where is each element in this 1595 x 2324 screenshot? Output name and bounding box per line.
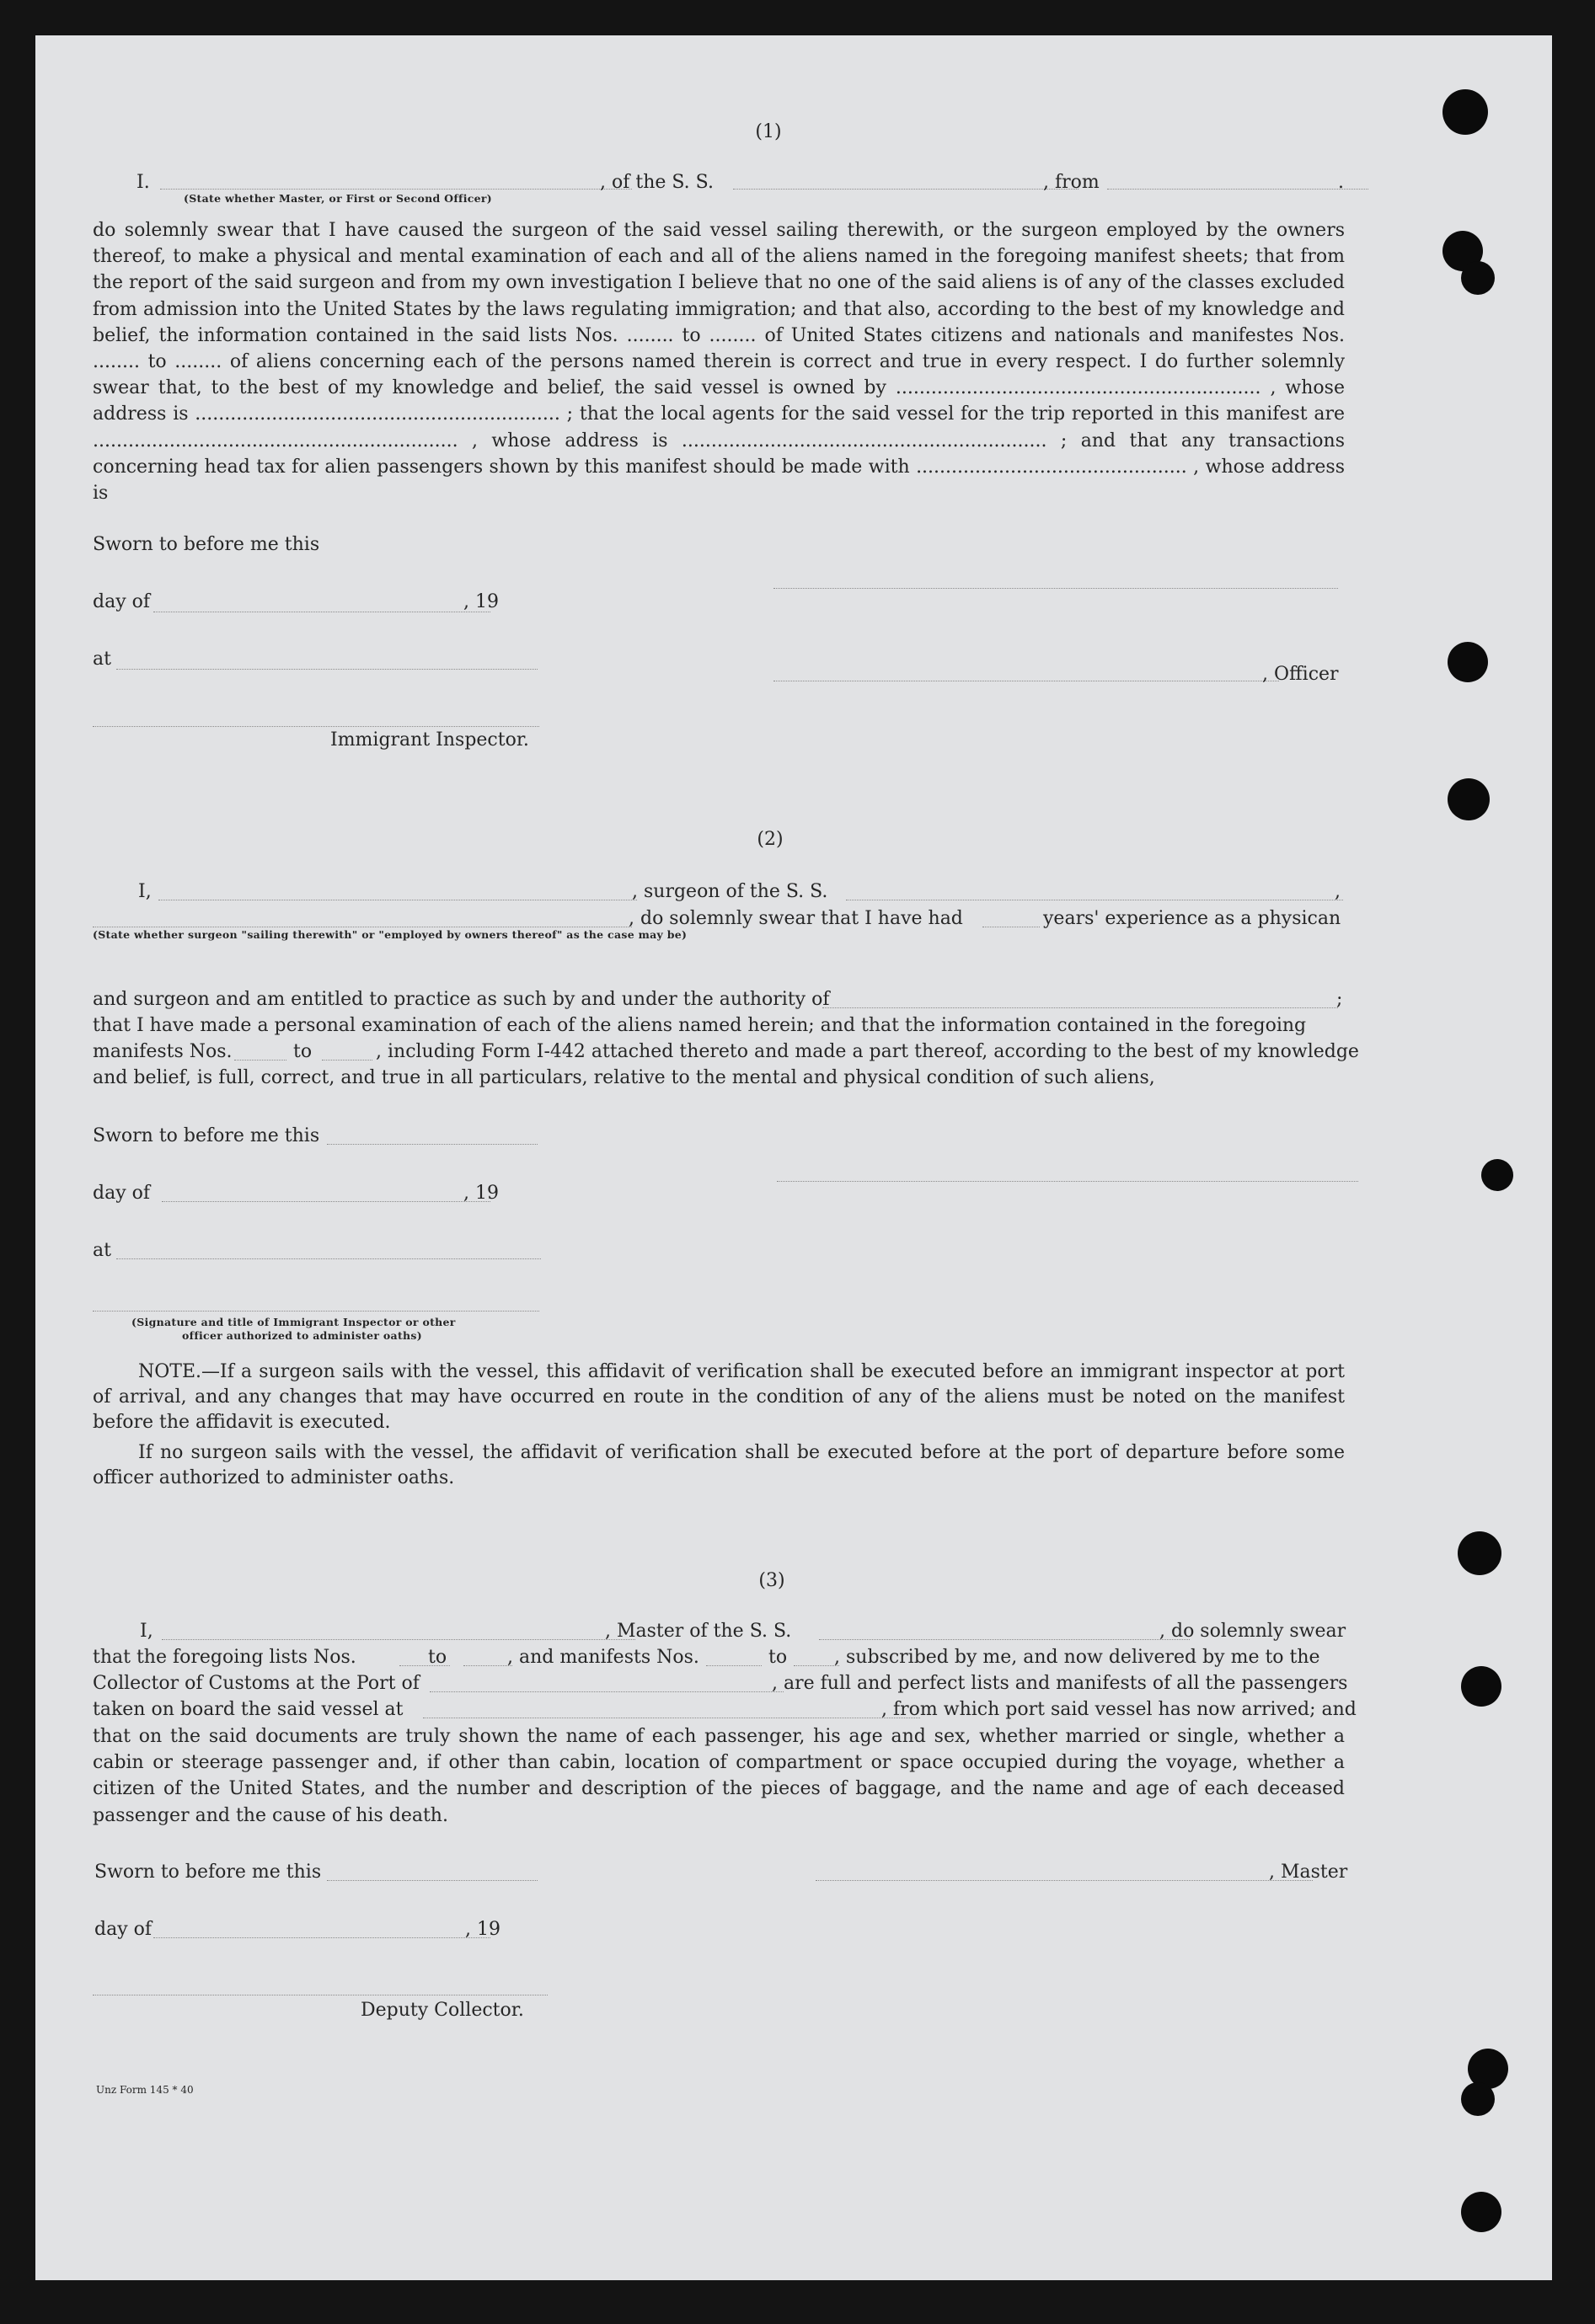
section-3-lists: that the foregoing lists Nos. [93, 1647, 356, 1668]
section-1-day-of: day of [93, 591, 151, 612]
section-1-oath-text: do solemnly swear that I have caused the surgeon of the said vessel sailing therewith, or the surgeon employed by the owners thereof, to make a physical and mental examination of each and all of the aliens named in the foregoing manifest sheets; that from the report of the said surgeon and from my own investigation I believe that no one of the said aliens is of any of the classes excluded from admission into the United States by the laws regulating immigration; and that also, according to the best of my knowledge and belief, the information contained in the said lists Nos. ........ to ........ of United States citizens and nationals and manifestes Nos. ........ to ........ of aliens concerning each of the persons named therein is correct and true in every respect. I do further solemnly swear that, to the best of my knowledge and belief, the said vessel is owned by .............................................................. , whose address is .............................................................. ; that the local agents for the said vessel for the trip reported in this manifest are .............................................................. , whose address is .............................................................. ; and that any transactions concerning head tax for alien passengers shown by this manifest should be made with .............................................. , whose address is [93, 220, 1345, 505]
manifests-from-blank [706, 1665, 762, 1666]
master-name-blank [160, 189, 632, 190]
section-2-authority: and surgeon and am entitled to practice as such by and under the authority of [93, 989, 830, 1010]
section-3-number: (3) [758, 1570, 785, 1591]
section-1-period: . [1338, 172, 1344, 193]
section-2-at-blank [116, 1258, 541, 1259]
section-3-master-name-blank [162, 1639, 635, 1640]
binder-hole [1461, 261, 1495, 295]
section-2-years: years' experience as a physican [1043, 908, 1341, 929]
section-2-sworn: Sworn to before me this [93, 1125, 320, 1146]
binder-hole [1461, 2192, 1501, 2232]
section-2-inspector-line [93, 1311, 539, 1312]
section-2-day-of: day of [93, 1183, 151, 1204]
section-1-number: (1) [755, 121, 782, 142]
manifest-affidavit-page [35, 35, 1552, 2280]
section-2-signature-line [777, 1181, 1358, 1182]
officer-rank-note: (State whether Master, or First or Second Officer) [184, 192, 493, 205]
section-3-i: I, [140, 1621, 153, 1642]
signature-title-note-2: officer authorized to administer oaths) [182, 1329, 422, 1342]
binder-hole [1461, 1666, 1501, 1707]
section-2-form: , including Form I-442 attached thereto and made a part thereof, according to the best of my knowledge [376, 1041, 1359, 1062]
section-1-i: I. [136, 172, 150, 193]
surgeon-status-note: (State whether surgeon "sailing therewith" or "employed by owners thereof" as the case may be) [93, 928, 688, 941]
section-2-line4: that I have made a personal examination of each of the aliens named herein; and that the information contained in the foregoing [93, 1015, 1307, 1036]
section-3-manifests: , and manifests Nos. [507, 1647, 699, 1668]
section-3-to-1: to [428, 1647, 447, 1668]
immigrant-inspector-label: Immigrant Inspector. [330, 729, 529, 751]
section-2-year: , 19 [463, 1183, 499, 1204]
section-2-to: to [293, 1041, 313, 1062]
section-1-signature-line [773, 588, 1338, 589]
section-1-sworn: Sworn to before me this [93, 534, 320, 555]
binder-hole [1448, 778, 1490, 820]
master-label: , Master [1269, 1862, 1348, 1883]
section-2-surgeon-of-ss: , surgeon of the S. S. [632, 881, 828, 902]
manifests-to-blank [794, 1665, 839, 1666]
authority-blank [822, 1007, 1338, 1008]
section-2-i: I, [138, 881, 152, 902]
section-3-arrived: , from which port said vessel has now arrived; and [881, 1699, 1357, 1720]
section-3-taken: taken on board the said vessel at [93, 1699, 404, 1720]
section-3-collector: Collector of Customs at the Port of [93, 1673, 420, 1694]
section-3-subscribed: , subscribed by me, and now delivered by me to the [834, 1647, 1320, 1668]
note-paragraph-2: If no surgeon sails with the vessel, the affidavit of verification shall be executed before at the port of departure before some officer authorized to administer oaths. [93, 1442, 1345, 1488]
section-3-year: , 19 [465, 1919, 500, 1940]
section-2-day-blank [162, 1201, 490, 1202]
section-2-semicolon: ; [1336, 989, 1343, 1010]
binder-hole [1461, 2082, 1495, 2116]
master-signature-line [816, 1880, 1313, 1881]
section-2-sworn-blank [327, 1144, 538, 1145]
section-3-to-2: to [768, 1647, 788, 1668]
binder-hole [1458, 1531, 1501, 1575]
signature-title-note-1: (Signature and title of Immigrant Inspector or other [131, 1316, 456, 1328]
section-2-swear: , do solemnly swear that I have had [629, 908, 963, 929]
section-3-vessel-blank [819, 1639, 1190, 1640]
binder-hole [1448, 642, 1488, 682]
section-3-lists-perfect: , are full and perfect lists and manifests of all the passengers [772, 1673, 1348, 1694]
binder-hole [1481, 1159, 1513, 1191]
section-2-line6: and belief, is full, correct, and true in all particulars, relative to the mental and physical condition of such aliens, [93, 1067, 1155, 1088]
section-2-manifests: manifests Nos. [93, 1041, 233, 1062]
lists-to-blank [463, 1665, 512, 1666]
section-1-of-ss: , of the S. S. [600, 172, 714, 193]
section-1-at-blank [116, 669, 538, 670]
section-3-oath-text: that on the said documents are truly shown the name of each passenger, his age and sex, whether married or single, whether a cabin or steerage passenger and, if other than cabin, location of compartment or space occupied during the voyage, whether a citizen of the United States, and the number and description of the pieces of baggage, and the name and age of each deceased passenger and the cause of his death. [93, 1726, 1345, 1826]
note-paragraph-1: NOTE.—If a surgeon sails with the vessel, this affidavit of verification shall be executed before an immigrant inspector at port of arrival, and any changes that may have occurred en route in the condition of any of the aliens must be noted on the manifest before the affidavit is executed. [93, 1361, 1345, 1433]
vessel-name-blank [733, 189, 1078, 190]
inspector-signature-line [93, 726, 539, 727]
section-1-year: , 19 [463, 591, 499, 612]
section-3-swear: , do solemnly swear [1159, 1621, 1346, 1642]
port-from-blank [1107, 189, 1368, 190]
form-number: Unz Form 145 * 40 [96, 2084, 194, 2096]
deputy-collector-label: Deputy Collector. [361, 2000, 524, 2021]
section-2-comma: , [1335, 881, 1341, 902]
section-2-number: (2) [757, 829, 784, 850]
section-3-day-blank [153, 1937, 490, 1938]
section-3-sworn-blank [327, 1880, 538, 1881]
section-1-at: at [93, 649, 111, 670]
section-1-from: , from [1043, 172, 1100, 193]
officer-label: , Officer [1262, 664, 1339, 685]
section-2-at: at [93, 1240, 111, 1261]
section-3-master-of-ss: , Master of the S. S. [605, 1621, 792, 1642]
section-3-day-of: day of [94, 1919, 153, 1940]
section-3-sworn: Sworn to before me this [94, 1862, 322, 1883]
customs-port-blank [430, 1691, 784, 1692]
